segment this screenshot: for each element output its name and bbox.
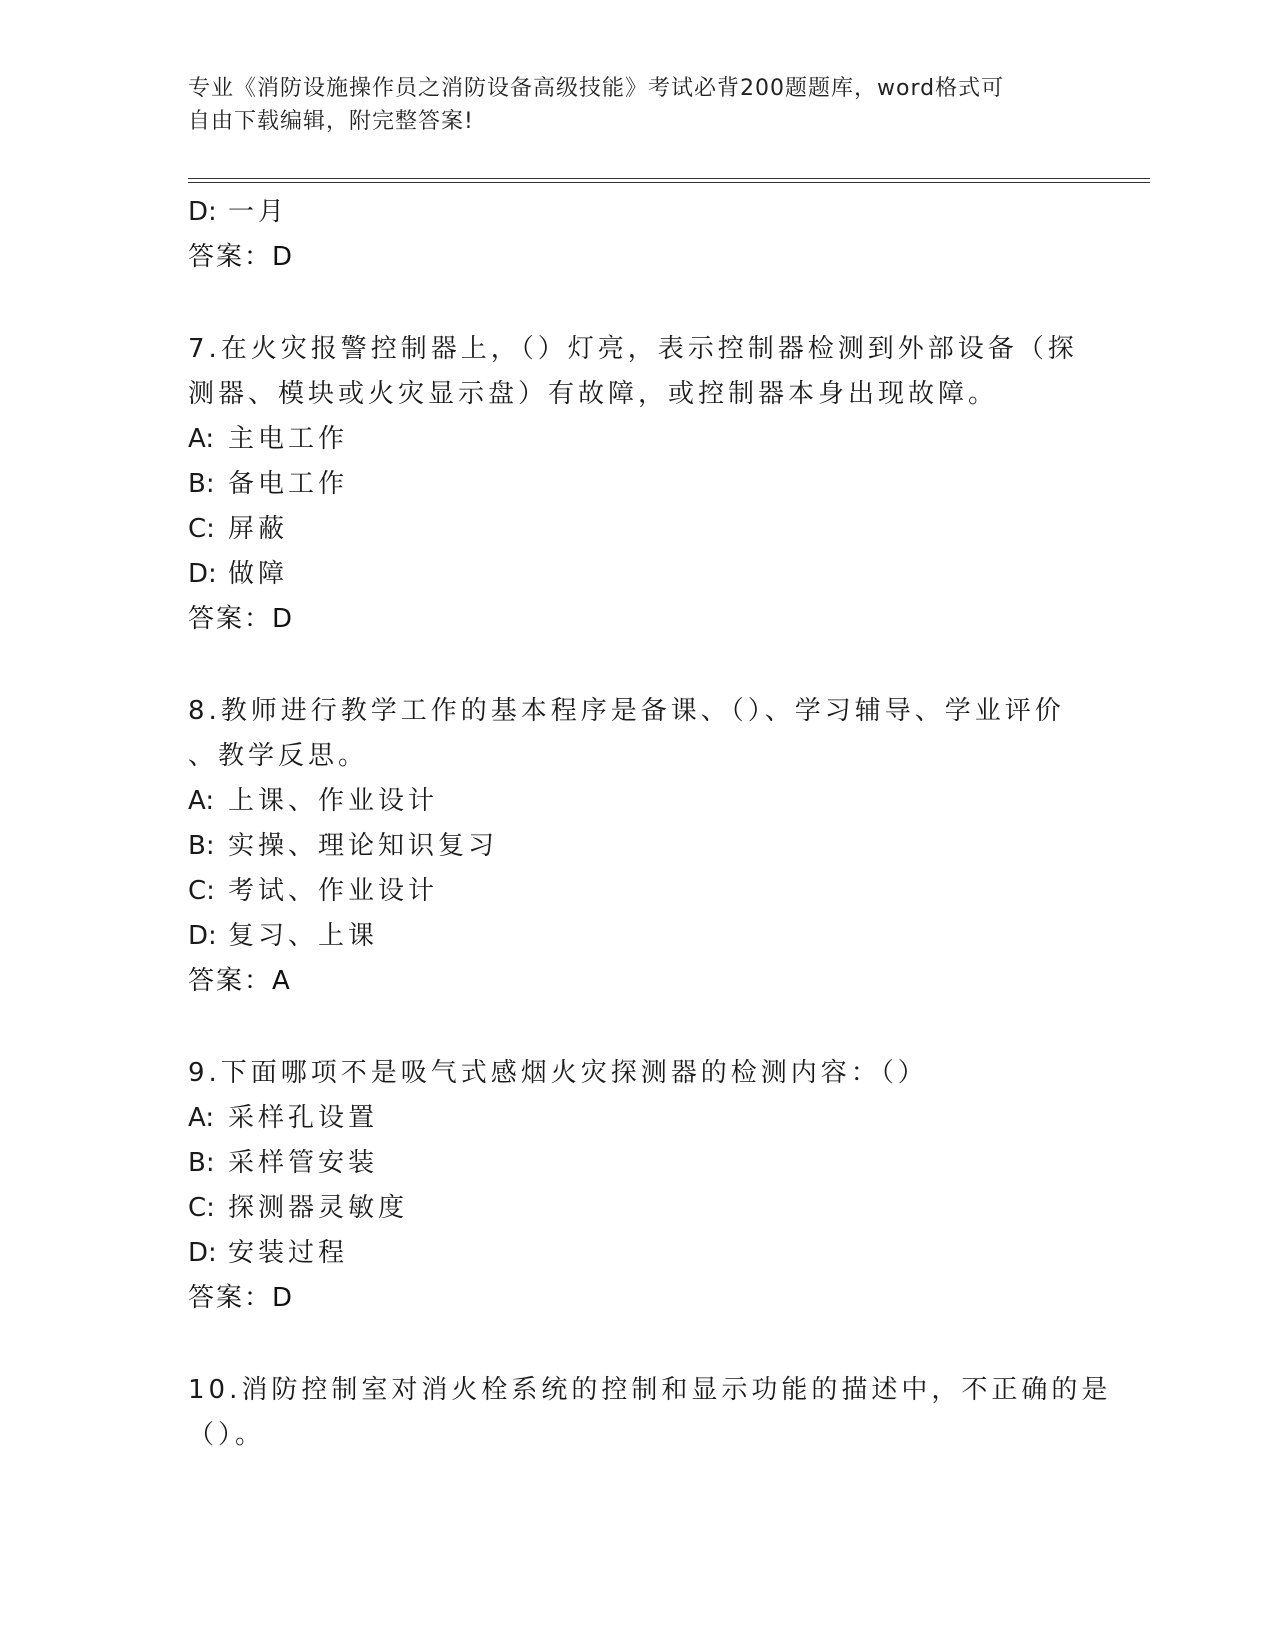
option-text: 屏蔽 xyxy=(228,514,289,544)
spacer xyxy=(188,642,1118,689)
option-letter: D: xyxy=(188,1238,217,1268)
option-letter: C: xyxy=(188,1193,215,1223)
question-list xyxy=(188,190,1118,1458)
option-text: 一月 xyxy=(228,197,289,227)
option-text: 复习、上课 xyxy=(228,921,379,951)
answer-line: 答案：A xyxy=(188,966,292,996)
option-letter: B: xyxy=(188,1148,215,1178)
option-b xyxy=(188,1141,1118,1186)
header-line-1: 专业《消防设施操作员之消防设备高级技能》考试必背200题题库，word格式可 xyxy=(188,76,1005,101)
option-text: 实操、理论知识复习 xyxy=(228,831,499,861)
question-10 xyxy=(188,1368,1118,1458)
question-9 xyxy=(188,1051,1118,1321)
option-text: 备电工作 xyxy=(228,469,349,499)
option-d xyxy=(188,914,1118,959)
answer-line: 答案：D xyxy=(188,1283,295,1313)
header-divider xyxy=(188,178,1150,183)
option-text: 采样管安装 xyxy=(228,1148,379,1178)
option-letter: A: xyxy=(188,424,215,454)
option-d xyxy=(188,552,1118,597)
option-d xyxy=(188,190,1118,235)
option-text: 做障 xyxy=(228,559,289,589)
question-stem-line-1: 9.下面哪项不是吸气式感烟火灾探测器的检测内容：（） xyxy=(188,1058,928,1088)
option-c xyxy=(188,1186,1118,1231)
previous-question-tail xyxy=(188,190,1118,280)
option-letter: C: xyxy=(188,514,215,544)
spacer xyxy=(188,1321,1118,1368)
option-text: 探测器灵敏度 xyxy=(228,1193,409,1223)
header-line-2: 自由下载编辑，附完整答案! xyxy=(188,109,474,134)
option-a xyxy=(188,779,1118,824)
option-c xyxy=(188,507,1118,552)
option-c xyxy=(188,869,1118,914)
answer-line: 答案：D xyxy=(188,604,295,634)
option-text: 考试、作业设计 xyxy=(228,876,439,906)
option-a xyxy=(188,1096,1118,1141)
option-letter: D: xyxy=(188,197,217,227)
question-stem-line-1: 7.在火灾报警控制器上，（）灯亮，表示控制器检测到外部设备（探 xyxy=(188,334,1078,364)
option-a xyxy=(188,417,1118,462)
option-text: 安装过程 xyxy=(228,1238,349,1268)
option-text: 上课、作业设计 xyxy=(228,786,439,816)
option-letter: D: xyxy=(188,921,217,951)
option-d xyxy=(188,1231,1118,1276)
option-letter: A: xyxy=(188,1103,215,1133)
question-8 xyxy=(188,689,1118,1004)
spacer xyxy=(188,280,1118,327)
document-header xyxy=(188,72,1068,138)
answer-line: 答案：D xyxy=(188,242,295,272)
option-letter: B: xyxy=(188,469,215,499)
option-letter: D: xyxy=(188,559,217,589)
option-letter: A: xyxy=(188,786,215,816)
question-stem-line-1: 8.教师进行教学工作的基本程序是备课、（）、学习辅导、学业评价 xyxy=(188,696,1065,726)
question-stem-line-2: 、教学反思。 xyxy=(188,741,369,771)
option-text: 采样孔设置 xyxy=(228,1103,379,1133)
option-b xyxy=(188,462,1118,507)
option-letter: B: xyxy=(188,831,215,861)
option-b xyxy=(188,824,1118,869)
question-stem-line-2: （）。 xyxy=(188,1420,266,1450)
question-7 xyxy=(188,327,1118,642)
option-letter: C: xyxy=(188,876,215,906)
question-stem-line-1: 10.消防控制室对消火栓系统的控制和显示功能的描述中，不正确的是 xyxy=(188,1375,1112,1405)
question-stem-line-2: 测器、模块或火灾显示盘）有故障，或控制器本身出现故障。 xyxy=(188,379,999,409)
spacer xyxy=(188,1004,1118,1051)
option-text: 主电工作 xyxy=(228,424,349,454)
